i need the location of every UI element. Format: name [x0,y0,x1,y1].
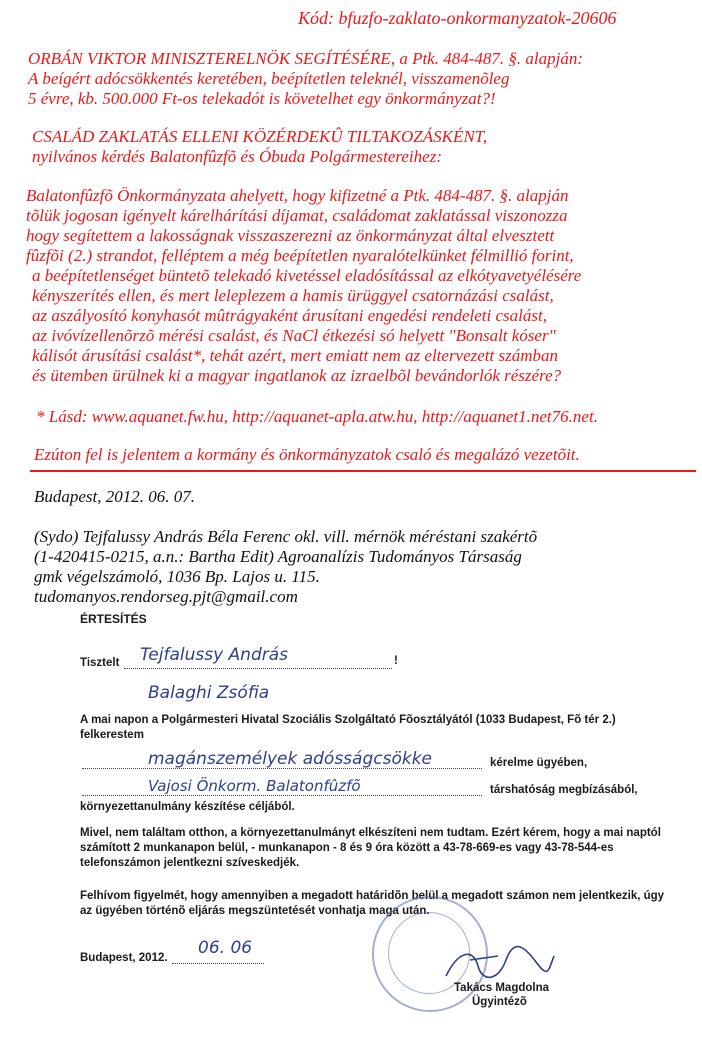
letter-date: Budapest, 2012. 06. 07. [34,487,196,506]
email-link[interactable]: tudomanyos.rendorseg.pjt@gmail.com [34,587,298,606]
handwritten-name-second: Balaghi Zsófia [148,683,270,703]
body-line: fûzfõi (2.) strandot, felléptem a még beépítetlen nyaralótelkünket félmillió forint, [26,246,574,265]
body-line: az aszályosító konyhasót mûtrágyaként árusítani engedési rendeleti csalást, [32,306,547,325]
body-line: tõlük jogosan igényelt kárelhárítási díjamat, családomat zaklatással viszonozza [26,206,568,225]
officer-name: Takács Magdolna [454,982,550,994]
notice-para2-line1: Mivel, nem találtam otthon, a környezettanulmányt elkészíteni nem tudtam. Ezért kérem, hogy a mai naptól [80,827,661,839]
body-line: a beépítetlenséget büntetõ telekadó kivetéssel eladósítással az elkótyavetyélésére [32,266,582,285]
greeting-dotted-line [124,668,392,669]
signature-line: (1-420415-0215, a.n.: Bartha Edit) Agroanalízis Tudományos Társaság [34,547,522,566]
body-line: hogy segítettem a lakosságnak visszaszerezni az önkormányzat által elvesztett [26,226,555,245]
handwritten-name: Tejfalussy András [140,645,289,665]
document-code: Kód: bfuzfo-zaklato-onkormanyzatok-20606 [298,8,617,28]
request-suffix: kérelme ügyében, [490,757,588,769]
intro-line: ORBÁN VIKTOR MINISZTERELNÖK SEGÍTÉSÉRE, a Ptk. 484-487. §. alapján: [28,49,583,68]
notice-para1-line2: felkerestem [80,729,144,741]
notice-para2-line2: számított 2 munkanapon belül, - munkanapon - 8 és 9 óra között a 43-78-669-es vagy 43-78-544-es [80,842,614,854]
notice-title: ÉRTESÍTÉS [80,612,147,626]
notice-para3-line1: Felhívom figyelmét, hogy amennyiben a megadott határidõn belül a megadott számon nem jelentkezik, úgy [80,890,665,902]
intro-line: 5 évre, kb. 500.000 Ft-os telekadót is követelhet egy önkormányzat?! [28,89,496,108]
authority-suffix: társhatóság megbízásából, [490,784,638,796]
protest-heading [32,127,487,167]
officer-role: Ügyintézõ [472,996,527,1008]
authority-dotted-line [82,795,482,796]
body-line: kényszerítés ellen, és mert leleplezem a hamis ürüggyel csatornázási csalást, [32,286,554,305]
notice-place-date: Budapest, 2012. [80,952,168,964]
notice-purpose: környezettanulmány készítése céljából. [80,801,295,813]
protest-line: nyilvános kérdés Balatonfûzfõ és Óbuda Polgármestereihez: [32,147,442,166]
greeting-end: ! [394,655,398,667]
notice-greeting: Tisztelt [80,657,120,669]
handwritten-date: 06. 06 [198,938,253,958]
body-line: Balatonfûzfõ Önkormányzata ahelyett, hogy kifizetné a Ptk. 484-487. §. alapján [26,186,569,205]
signature-line: gmk végelszámoló, 1036 Bp. Lajos u. 115. [34,567,320,586]
protest-line: CSALÁD ZAKLATÁS ELLENI KÖZÉRDEKÛ TILTAKOZÁSKÉNT, [32,127,488,146]
body-paragraph [26,186,581,386]
handwritten-authority: Vajosi Önkorm. Balatonfûzfõ [148,777,361,795]
intro-block [28,49,583,109]
intro-line: A beígért adócsökkentés keretében, beépítetlen teleknél, visszamenõleg [28,69,510,88]
handwritten-request: magánszemélyek adósságcsökke [148,749,432,769]
report-line: Ezúton fel is jelentem a kormány és önkormányzatok csaló és megalázó vezetõit. [34,445,580,464]
notice-para3-line2: az ügyében történõ eljárás megszüntetését vonhatja maga után. [80,905,430,917]
body-line: az ivóvízellenõrzõ mérési csalást, és NaCl étkezési só helyett "Bonsalt kóser" [32,326,556,345]
signature-block [34,527,537,607]
red-divider [30,470,696,472]
body-line: kálisót árusítási csalást*, tehát azért, mert emiatt nem az eltervezett számban [32,346,559,365]
officer-signature [440,938,560,988]
footnote: * Lásd: www.aquanet.fw.hu, http://aquanet-apla.atw.hu, http://aquanet1.net76.net. [36,407,598,426]
date-dotted-line [172,963,264,964]
body-line: és ütemben ürülnek ki a magyar ingatlanok az izraelbõl bevándorlók részére? [32,366,562,385]
signature-line: (Sydo) Tejfalussy András Béla Ferenc okl. vill. mérnök méréstani szakértõ [34,527,538,546]
notice-para2-line3: telefonszámon jelentkezni szíveskedjék. [80,857,300,869]
notice-para1-line1: A mai napon a Polgármesteri Hivatal Szociális Szolgáltató Fõosztályától (1033 Budapest, Fõ tér 2.) [80,714,616,726]
